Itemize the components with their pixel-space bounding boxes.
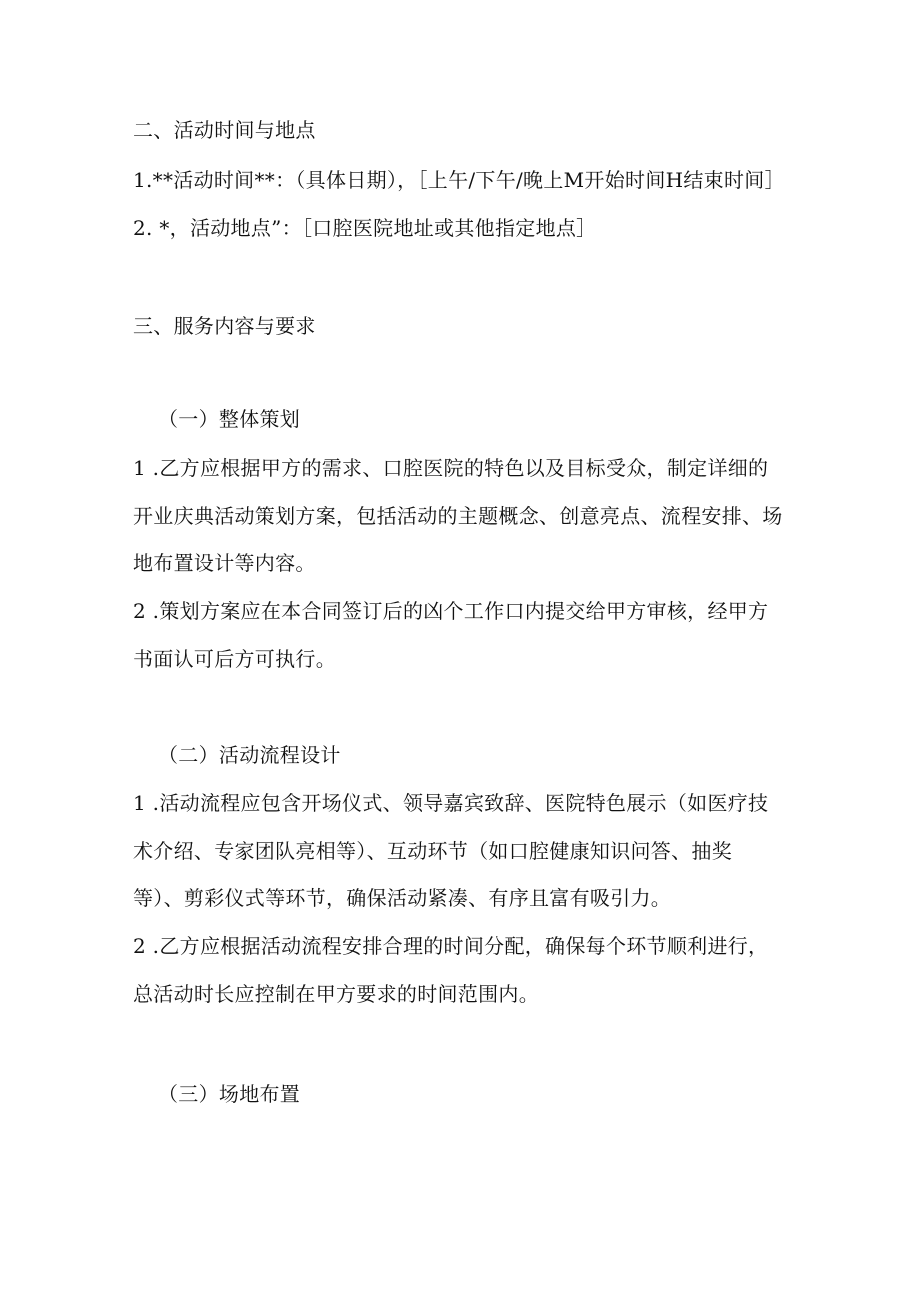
paragraph-line: 书面认可后方可执行。 [133, 647, 336, 671]
paragraph-line: 术介绍、专家团队亮相等）、互动环节（如口腔健康知识问答、抽奖 [133, 839, 732, 863]
subsection-2-heading: （二）活动流程设计 [158, 743, 341, 767]
activity-location-line: 2. *，活动地点”：［口腔医院地址或其他指定地点］ [133, 216, 597, 240]
paragraph-line: 2 .策划方案应在本合同签订后的凶个工作口内提交给甲方审核，经甲方 [133, 599, 769, 623]
paragraph-line: 1 .活动流程应包含开场仪式、领导嘉宾致辞、医院特色展示（如医疗技 [133, 791, 769, 815]
activity-time-line: 1.**活动时间**：（具体日期），［上午/下午/晚上M开始时间H结束时间］ [133, 168, 785, 192]
subsection-3-heading: （三）场地布置 [158, 1082, 301, 1106]
paragraph-line: 1 .乙方应根据甲方的需求、口腔医院的特色以及目标受众，制定详细的 [133, 456, 769, 480]
paragraph-line: 开业庆典活动策划方案，包括活动的主题概念、创意亮点、流程安排、场 [133, 504, 783, 528]
subsection-1-heading: （一）整体策划 [158, 407, 301, 431]
section-2-heading: 二、活动时间与地点 [133, 118, 316, 142]
section-3-heading: 三、服务内容与要求 [133, 314, 316, 338]
paragraph-line: 总活动时长应控制在甲方要求的时间范围内。 [133, 982, 539, 1006]
paragraph-line: 等）、剪彩仪式等环节，确保活动紧凑、有序且富有吸引力。 [133, 886, 672, 910]
paragraph-line: 2 .乙方应根据活动流程安排合理的时间分配，确保每个环节顺利进行， [133, 934, 769, 958]
paragraph-line: 地布置设计等内容。 [133, 551, 316, 575]
